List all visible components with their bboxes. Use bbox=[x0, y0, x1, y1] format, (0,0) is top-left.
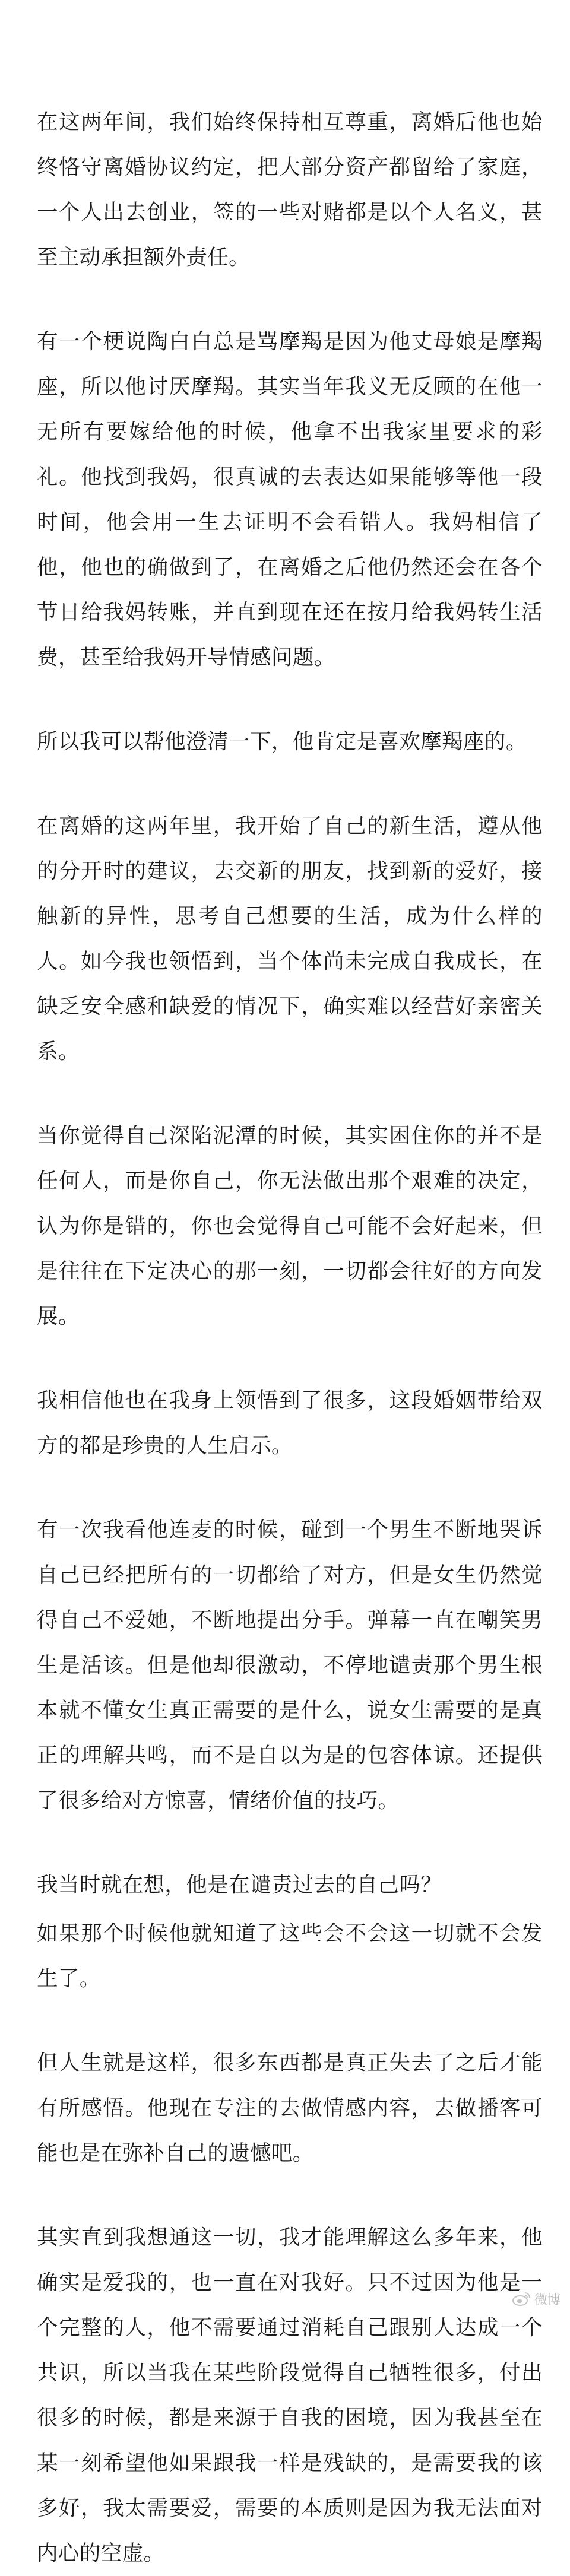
paragraph-9: 如果那个时候他就知道了这些会不会这一切就不会发生了。 bbox=[37, 1921, 543, 1991]
paragraph-6: 我相信他也在我身上领悟到了很多，这段婚姻带给双方的都是珍贵的人生启示。 bbox=[37, 1388, 543, 1458]
weibo-watermark bbox=[512, 2289, 560, 2309]
paragraph-8: 我当时就在想，他是在谴责过去的自己吗？ bbox=[37, 1873, 442, 1897]
watermark-text: 微博 bbox=[534, 2292, 560, 2308]
paragraph-4: 在离婚的这两年里，我开始了自己的新生活，遵从他的分开时的建议，去交新的朋友，找到新的爱好，接触新的异性，思考自己想要的生活，成为什么样的人。如今我也领悟到，当个体尚未完成自我成长，在缺乏安全感和缺爱的情况下，确实难以经营好亲密关系。 bbox=[37, 814, 543, 1064]
paragraph-10: 但人生就是这样，很多东西都是真正失去了之后才能有所感悟。他现在专注的去做情感内容，去做播客可能也是在弥补自己的遗憾吧。 bbox=[37, 2051, 543, 2165]
paragraph-3: 所以我可以帮他澄清一下，他肯定是喜欢摩羯座的。 bbox=[37, 729, 527, 754]
paragraph-5: 当你觉得自己深陷泥潭的时候，其实困住你的并不是任何人，而是你自己，你无法做出那个艰难的决定，认为你是错的，你也会觉得自己可能不会好起来，但是往往在下定决心的那一刻，一切都会往好的方向发展。 bbox=[37, 1124, 543, 1328]
paragraph-1: 在这两年间，我们始终保持相互尊重，离婚后他也始终恪守离婚协议约定，把大部分资产都留给了家庭，一个人出去创业，签的一些对赌都是以个人名义，甚至主动承担额外责任。 bbox=[37, 110, 543, 269]
paragraph-7: 有一次我看他连麦的时候，碰到一个男生不断地哭诉自己已经把所有的一切都给了对方，但是女生仍然觉得自己不爱她，不断地提出分手。弹幕一直在嘲笑男生是活该。但是他却很激动，不停地谴责那个男生根本就不懂女生真正需要的是什么，说女生需要的是真正的理解共鸣，而不是自以为是的包容体谅。还提供了很多给对方惊喜，情绪价值的技巧。 bbox=[37, 1518, 543, 1813]
weibo-logo-icon bbox=[512, 2291, 531, 2307]
paragraph-11: 其实直到我想通这一切，我才能理解这么多年来，他确实是爱我的，也一直在对我好。只不过因为他是一个完整的人，他不需要通过消耗自己跟别人达成一个共识，所以当我在某些阶段觉得自己牺牲很多，付出很多的时候，都是来源于自我的困境，因为我甚至在某一刻希望他如果跟我一样是残缺的，是需要我的该多好，我太需要爱，需要的本质则是因为我无法面对内心的空虚。 bbox=[37, 2225, 543, 2565]
paragraph-2: 有一个梗说陶白白总是骂摩羯是因为他丈母娘是摩羯座，所以他讨厌摩羯。其实当年我义无反顾的在他一无所有要嫁给他的时候，他拿不出我家里要求的彩礼。他找到我妈，很真诚的去表达如果能够等他一段时间，他会用一生去证明不会看错人。我妈相信了他，他也的确做到了，在离婚之后他仍然还会在各个节日给我妈转账，并直到现在还在按月给我妈转生活费，甚至给我妈开导情感问题。 bbox=[37, 329, 543, 670]
